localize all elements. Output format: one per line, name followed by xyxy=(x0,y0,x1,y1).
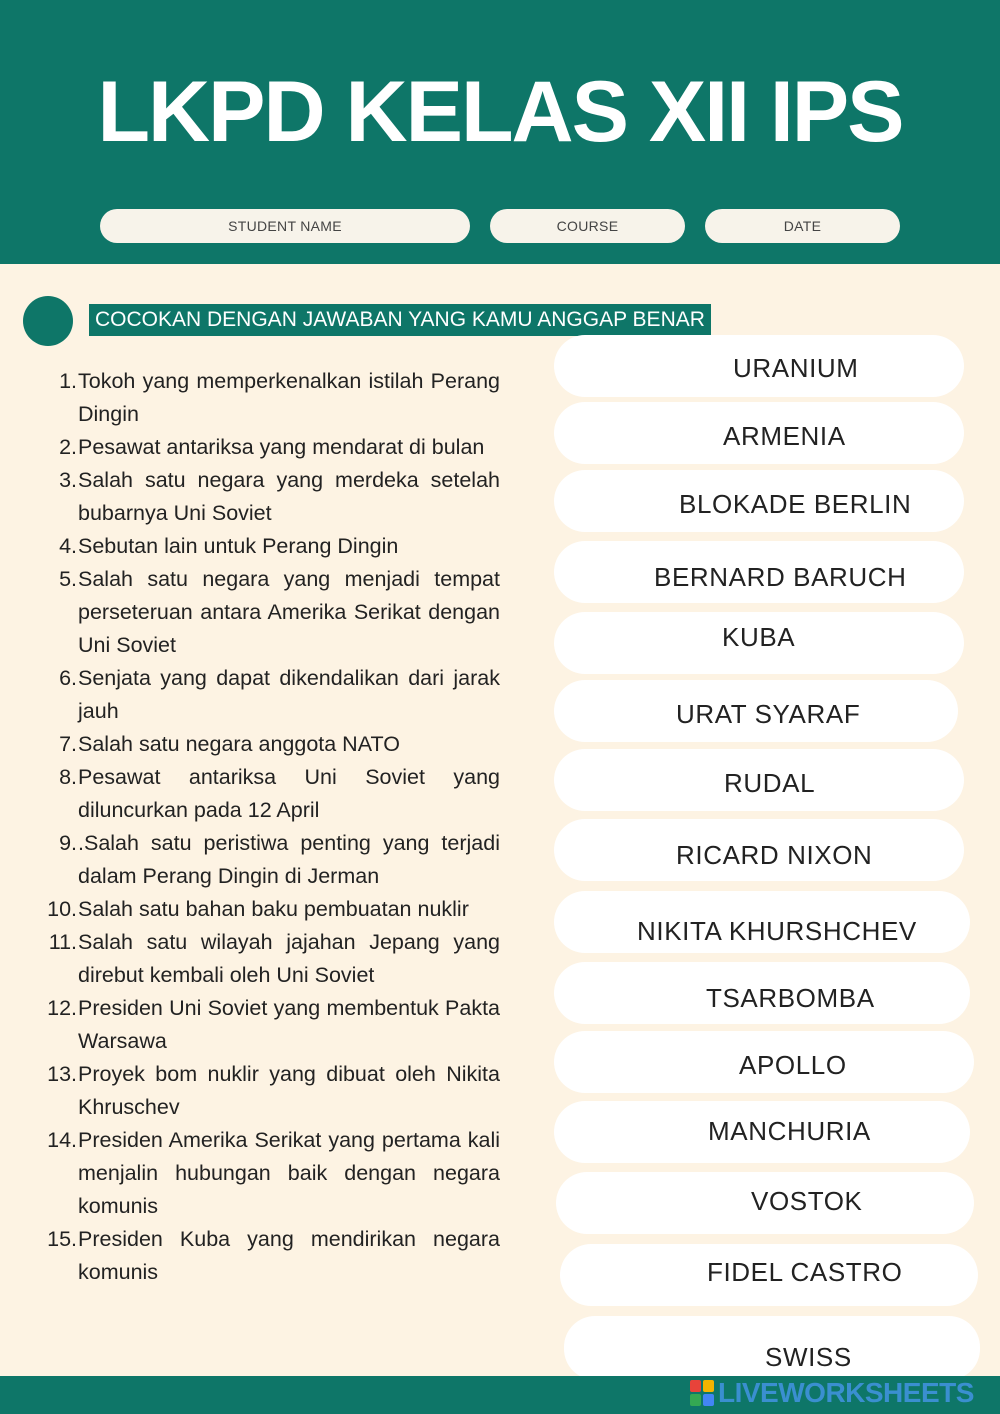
question-item xyxy=(40,365,500,431)
section-bullet-icon xyxy=(23,296,73,346)
question-number: 1. xyxy=(59,369,77,393)
question-item xyxy=(40,563,500,662)
question-number: 11. xyxy=(48,930,77,954)
question-text: .Salah satu peristiwa penting yang terjadi dalam Perang Dingin di Jerman xyxy=(78,831,500,888)
student-name-field[interactable]: STUDENT NAME xyxy=(100,209,470,243)
liveworksheets-brand[interactable] xyxy=(690,1377,974,1409)
question-item xyxy=(40,1124,500,1223)
question-number: 4. xyxy=(59,534,77,558)
question-list xyxy=(40,365,500,1289)
question-item xyxy=(40,431,500,464)
question-item xyxy=(40,992,500,1058)
question-number: 12. xyxy=(47,996,77,1020)
question-item xyxy=(40,1223,500,1289)
answer-label: BLOKADE BERLIN xyxy=(679,489,912,519)
answer-label: URANIUM xyxy=(733,353,859,383)
question-number: 15. xyxy=(47,1227,77,1251)
question-item xyxy=(40,926,500,992)
answer-label: APOLLO xyxy=(739,1050,847,1080)
question-text: Pesawat antariksa yang mendarat di bulan xyxy=(78,435,485,459)
question-text: Salah satu negara yang menjadi tempat perseteruan antara Amerika Serikat dengan Uni Soviet xyxy=(78,567,500,657)
question-item xyxy=(40,530,500,563)
question-item xyxy=(40,728,500,761)
answer-label: TSARBOMBA xyxy=(706,983,875,1013)
question-text: Proyek bom nuklir yang dibuat oleh Nikita Khruschev xyxy=(78,1062,500,1119)
page-title: LKPD KELAS XII IPS xyxy=(97,64,903,160)
liveworksheets-logo-icon xyxy=(690,1380,714,1406)
answer-label: ARMENIA xyxy=(723,421,846,451)
question-number: 5. xyxy=(59,567,77,591)
course-field[interactable]: COURSE xyxy=(490,209,685,243)
question-number: 8. xyxy=(59,765,77,789)
question-number: 7. xyxy=(59,732,77,756)
question-number: 10. xyxy=(47,897,77,921)
question-text: Tokoh yang memperkenalkan istilah Perang Dingin xyxy=(78,369,500,426)
brand-name: LIVEWORKSHEETS xyxy=(718,1377,974,1408)
question-text: Sebutan lain untuk Perang Dingin xyxy=(78,534,399,558)
question-text: Presiden Kuba yang mendirikan negara komunis xyxy=(78,1227,500,1284)
question-text: Senjata yang dapat dikendalikan dari jarak jauh xyxy=(78,666,500,723)
answer-label: BERNARD BARUCH xyxy=(654,562,907,592)
question-number: 6. xyxy=(59,666,77,690)
question-item xyxy=(40,464,500,530)
answer-label: MANCHURIA xyxy=(708,1116,871,1146)
question-text: Pesawat antariksa Uni Soviet yang diluncurkan pada 12 April xyxy=(78,765,500,822)
answer-label: SWISS xyxy=(765,1342,852,1372)
question-item xyxy=(40,827,500,893)
answer-label: RICARD NIXON xyxy=(676,840,873,870)
instruction-label: COCOKAN DENGAN JAWABAN YANG KAMU ANGGAP BENAR xyxy=(89,304,711,336)
answer-label: KUBA xyxy=(722,622,796,652)
answer-label: NIKITA KHURSHCHEV xyxy=(637,916,917,946)
question-number: 3. xyxy=(59,468,77,492)
question-number: 13. xyxy=(47,1062,77,1086)
question-item xyxy=(40,662,500,728)
question-text: Presiden Amerika Serikat yang pertama kali menjalin hubungan baik dengan negara komunis xyxy=(78,1128,500,1218)
question-number: 9. xyxy=(59,831,77,855)
question-number: 14. xyxy=(47,1128,77,1152)
question-text: Salah satu negara anggota NATO xyxy=(78,732,400,756)
question-item xyxy=(40,1058,500,1124)
question-item xyxy=(40,893,500,926)
question-text: Presiden Uni Soviet yang membentuk Pakta Warsawa xyxy=(78,996,500,1053)
question-text: Salah satu negara yang merdeka setelah bubarnya Uni Soviet xyxy=(78,468,500,525)
question-item xyxy=(40,761,500,827)
question-text: Salah satu wilayah jajahan Jepang yang direbut kembali oleh Uni Soviet xyxy=(78,930,500,987)
answer-label: VOSTOK xyxy=(751,1186,863,1216)
question-number: 2. xyxy=(59,435,77,459)
answer-label: URAT SYARAF xyxy=(676,699,861,729)
question-text: Salah satu bahan baku pembuatan nuklir xyxy=(78,897,469,921)
date-field[interactable]: DATE xyxy=(705,209,900,243)
answer-label: FIDEL CASTRO xyxy=(707,1257,903,1287)
answer-label: RUDAL xyxy=(724,768,816,798)
